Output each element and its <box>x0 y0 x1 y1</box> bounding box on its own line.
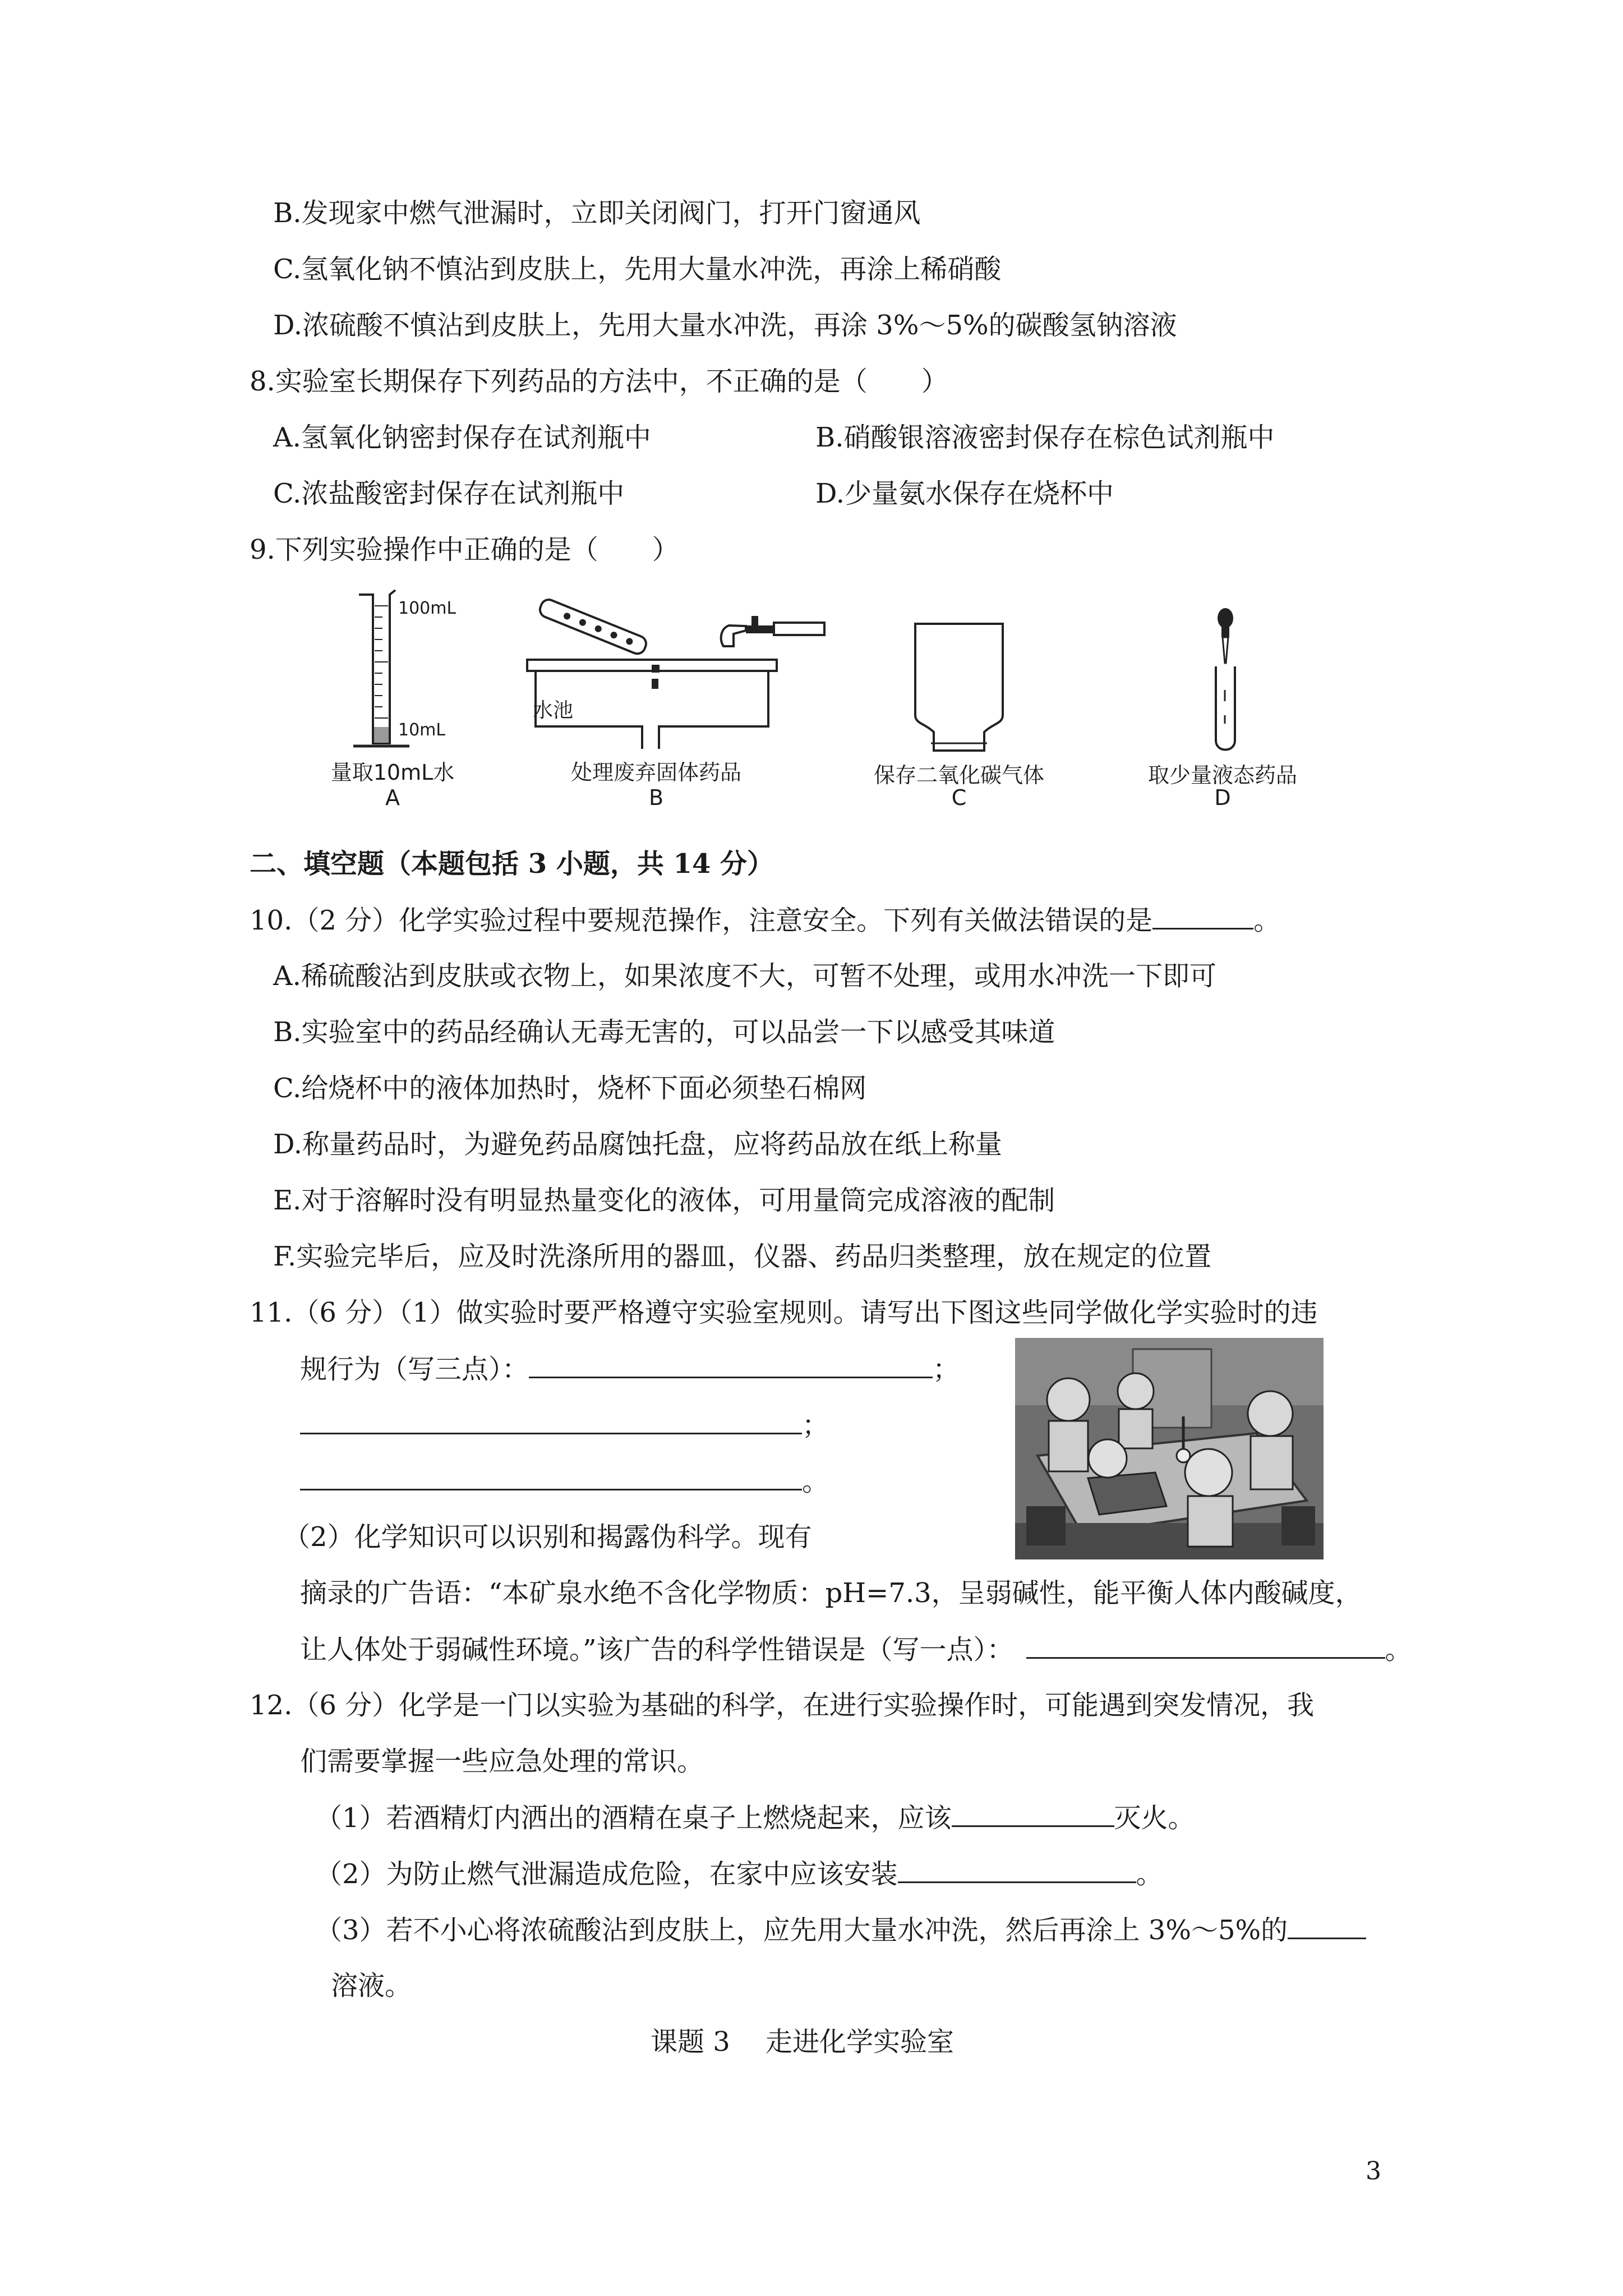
q9-stem: 9.下列实验操作中正确的是（ ） <box>250 534 679 565</box>
q12-part3: （3）若不小心将浓硫酸沾到皮肤上，应先用大量水冲洗，然后再涂上 3%～5%的 <box>315 1913 1366 1947</box>
figure-d-letter: D <box>1214 785 1231 810</box>
q8-stem: 8.实验室长期保存下列药品的方法中，不正确的是（ ） <box>250 366 948 397</box>
q10-option-c: C.给烧杯中的液体加热时，烧杯下面必须垫石棉网 <box>273 1073 867 1104</box>
q11-part2: （2）化学知识可以识别和揭露伪科学。现有 <box>283 1521 812 1553</box>
q7-option-c: C.氢氧化钠不慎沾到皮肤上，先用大量水冲洗，再涂上稀硝酸 <box>273 254 1002 285</box>
figure-b-caption: 处理废弃固体药品 <box>570 760 741 785</box>
topic-footer: 课题 3 走进化学实验室 <box>651 2026 955 2058</box>
q8-option-b: B.硝酸银溶液密封保存在棕色试剂瓶中 <box>815 422 1275 453</box>
figure-b-letter: B <box>648 785 664 810</box>
q11-answer-blank-2[interactable] <box>300 1408 802 1434</box>
figure-d-caption: 取少量液态药品 <box>1147 763 1297 788</box>
q7-option-d: D.浓硫酸不慎沾到皮肤上，先用大量水冲洗，再涂 3%～5%的碳酸氢钠溶液 <box>273 310 1177 341</box>
figure-a-letter: A <box>385 785 400 810</box>
figure-c-letter: C <box>951 785 967 810</box>
cylinder-label-top: 100mL <box>398 599 457 618</box>
q12-answer-blank-3[interactable] <box>1288 1913 1366 1939</box>
q11-line1: 11.（6 分）（1）做实验时要严格遵守实验室规则。请写出下图这些同学做化学实验时的违 <box>250 1297 1318 1328</box>
dropper-test-tube-figure <box>1200 606 1251 757</box>
q12-line1: 12.（6 分）化学是一门以实验为基础的科学，在进行实验操作时，可能遇到突发情况，我 <box>250 1690 1315 1721</box>
q8-option-d: D.少量氨水保存在烧杯中 <box>815 478 1114 509</box>
q11-answer-blank-1[interactable] <box>529 1352 933 1378</box>
q11-answer-blank-3[interactable] <box>300 1464 802 1490</box>
q12-part3-end: 溶液。 <box>331 1970 412 2001</box>
q11-blank-line-2: ； <box>300 1408 829 1442</box>
cylinder-label-bottom: 10mL <box>398 720 446 740</box>
q11-blank-line-3: 。 <box>300 1464 829 1498</box>
page-number: 3 <box>1366 2157 1381 2185</box>
q12-answer-blank-2[interactable] <box>898 1857 1136 1883</box>
sink-figure <box>522 595 836 752</box>
q12-answer-blank-1[interactable] <box>952 1801 1114 1827</box>
figure-c-caption: 保存二氧化碳气体 <box>873 763 1044 788</box>
q10-option-e: E.对于溶解时没有明显热量变化的液体，可用量筒完成溶液的配制 <box>273 1185 1055 1216</box>
gas-bottle-figure <box>909 617 1009 757</box>
q10-option-f: F.实验完毕后，应及时洗涤所用的器皿，仪器、药品归类整理，放在规定的位置 <box>273 1241 1212 1272</box>
q8-option-c: C.浓盐酸密封保存在试剂瓶中 <box>273 478 625 509</box>
q12-part1: （1）若酒精灯内洒出的酒精在桌子上燃烧起来，应该 灭火。 <box>315 1801 1195 1835</box>
section-2-title: 二、填空题（本题包括 3 小题，共 14 分） <box>250 848 774 880</box>
q11-answer-blank-4[interactable] <box>1026 1632 1385 1659</box>
sink-label: 水池 <box>533 699 574 722</box>
q8-option-a: A.氢氧化钠密封保存在试剂瓶中 <box>273 422 651 453</box>
q10-option-b: B.实验室中的药品经确认无毒无害的，可以品尝一下以感受其味道 <box>273 1016 1055 1048</box>
q10-option-a: A.稀硫酸沾到皮肤或衣物上，如果浓度不大，可暂不处理，或用水冲洗一下即可 <box>273 960 1216 992</box>
q7-option-b: B.发现家中燃气泄漏时，立即关闭阀门，打开门窗通风 <box>273 197 921 229</box>
q12-line2: 们需要掌握一些应急处理的常识。 <box>300 1746 704 1777</box>
q11-ad-line2: 让人体处于弱碱性环境。”该广告的科学性错误是（写一点）： 。 <box>300 1632 1412 1667</box>
q11-line2: 规行为（写三点）： ； <box>300 1352 960 1386</box>
q10-answer-blank[interactable] <box>1152 903 1253 930</box>
q10-stem: 10.（2 分）化学实验过程中要规范操作，注意安全。下列有关做法错误的是 。 <box>250 903 1280 937</box>
q10-option-d: D.称量药品时，为避免药品腐蚀托盘，应将药品放在纸上称量 <box>273 1129 1003 1160</box>
q11-ad-line1: 摘录的广告语：“本矿泉水绝不含化学物质：pH=7.3，呈弱碱性，能平衡人体内酸碱度， <box>300 1577 1362 1609</box>
lab-violations-cartoon-image <box>1015 1338 1324 1559</box>
q12-part2: （2）为防止燃气泄漏造成危险，在家中应该安装 。 <box>315 1857 1163 1891</box>
figure-a-caption: 量取10mL水 <box>330 760 455 785</box>
